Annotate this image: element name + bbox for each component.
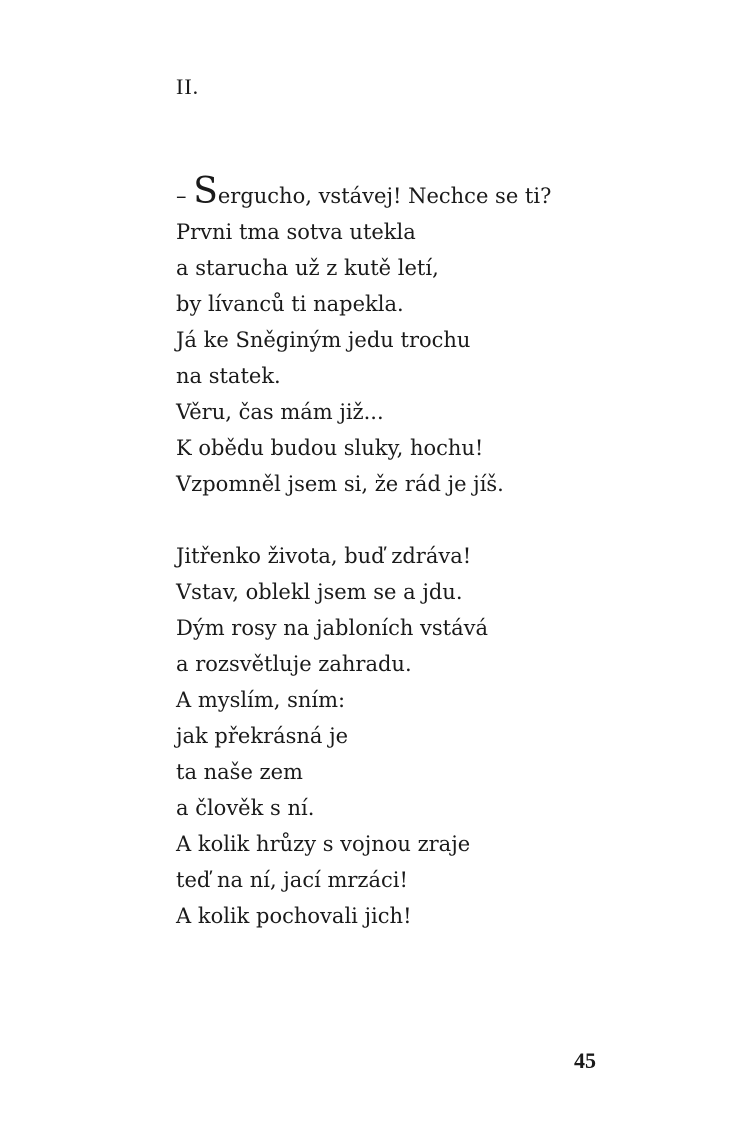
poem-line: A myslím, sním: — [176, 688, 346, 712]
poem-line: A kolik hrůzy s vojnou zraje — [176, 832, 471, 856]
poem-line: jak překrásná je — [176, 724, 349, 748]
poem-line: A kolik pochovali jich! — [176, 904, 412, 928]
poem-line: ta naše zem — [176, 760, 303, 784]
line-text: ergucho, vstávej! Nechce se ti? — [217, 184, 552, 208]
poem-line: by lívanců ti napekla. — [176, 292, 404, 316]
poem-line: Dým rosy na jabloních vstává — [176, 616, 489, 640]
page-number: 45 — [574, 1048, 596, 1073]
stanza-1 — [176, 171, 552, 502]
poem-line: K obědu budou sluky, hochu! — [176, 436, 484, 460]
poem-line: na statek. — [176, 364, 281, 388]
poem-line: Vzpomněl jsem si, že rád je jíš. — [176, 472, 504, 496]
poem-line: Věru, čas mám již... — [176, 400, 384, 424]
drop-cap-initial: S — [193, 171, 218, 212]
poem-line: a člověk s ní. — [176, 796, 315, 820]
poem-line: teď na ní, jací mrzáci! — [176, 868, 408, 892]
poem-line — [176, 171, 552, 214]
poem-line: Jitřenko života, buď zdráva! — [176, 544, 472, 568]
poem-line: a starucha už z kutě letí, — [176, 256, 439, 280]
poem-line: Já ke Sněginým jedu trochu — [176, 328, 471, 352]
section-number: II. — [176, 74, 200, 99]
poem-line: Vstav, oblekl jsem se a jdu. — [176, 580, 463, 604]
stanza-2 — [176, 538, 488, 934]
poem-line: Prvni tma sotva utekla — [176, 220, 416, 244]
line-dash: – — [176, 184, 194, 208]
poem-line: a rozsvětluje zahradu. — [176, 652, 412, 676]
